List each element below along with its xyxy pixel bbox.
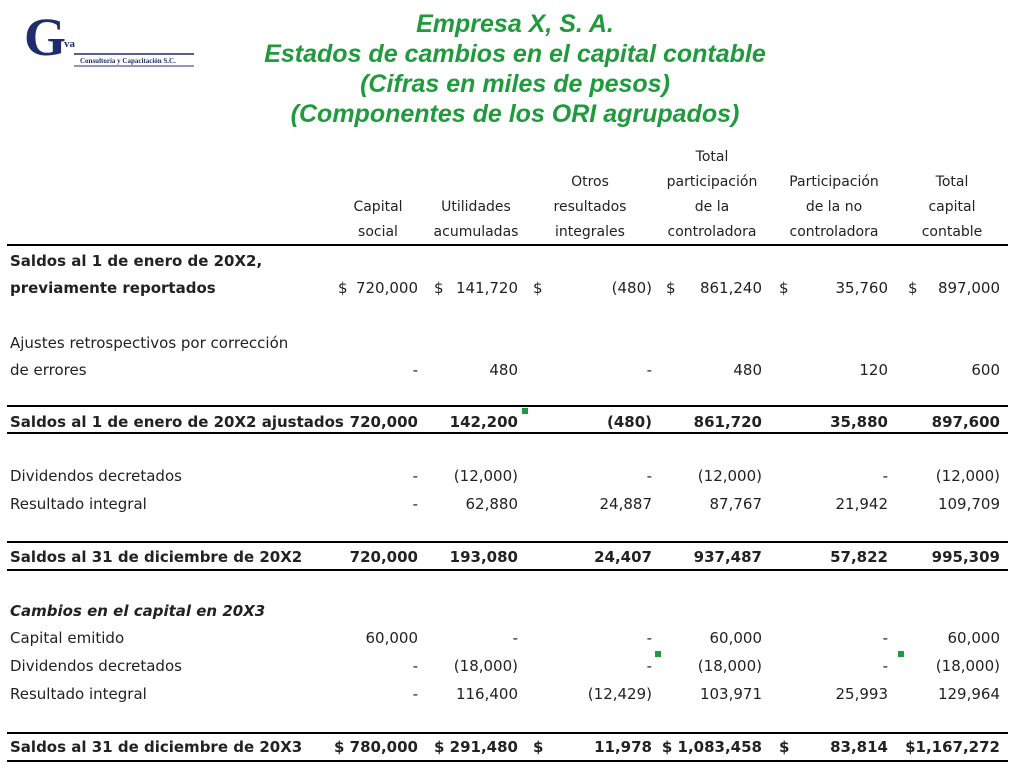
table-rule [7,541,1008,543]
row-label: Resultado integral [10,685,147,703]
table-cell: $1,167,272 [905,738,1000,756]
green-mark-icon [898,651,904,657]
table-rule [7,732,1008,734]
table-rule [7,569,1008,571]
title-units: (Cifras en miles de pesos) [360,70,670,98]
logo-tagline: Consultoría y Capacitación S.C. [80,57,176,65]
currency-symbol: $ [779,738,790,756]
table-cell: - [882,657,888,675]
table-cell: 103,971 [699,685,762,703]
row-label: Resultado integral [10,495,147,513]
table-cell: - [412,495,418,513]
table-rule [7,244,1008,246]
table-cell: - [882,467,888,485]
table-cell: 116,400 [455,685,518,703]
table-cell: 24,887 [599,495,652,513]
table-cell: 60,000 [709,629,762,647]
table-cell: 109,709 [937,495,1000,513]
table-cell: 480 [733,361,762,379]
table-cell: (12,000) [453,467,518,485]
table-cell: 83,814 [830,738,888,756]
table-cell: 142,200 [449,413,518,431]
table-cell: 120 [859,361,888,379]
table-cell: - [646,629,652,647]
table-cell: 861,240 [699,279,762,297]
table-cell: (12,429) [587,685,652,703]
currency-symbol: $ [434,279,444,297]
table-cell: 62,880 [465,495,518,513]
table-cell: - [412,467,418,485]
table-rule [7,760,1008,762]
table-cell: 60,000 [947,629,1000,647]
title-statement: Estados de cambios en el capital contable [264,40,766,68]
table-cell: 141,720 [455,279,518,297]
green-mark-icon [522,408,528,414]
table-cell: 57,822 [830,548,888,566]
table-cell: 995,309 [931,548,1000,566]
table-cell: (18,000) [453,657,518,675]
table-cell: 600 [971,361,1000,379]
row-label: Saldos al 1 de enero de 20X2, [10,252,263,270]
table-cell: 897,600 [931,413,1000,431]
logo-small-text: va [64,38,75,50]
column-header: Total participación de la controladora [666,149,758,240]
table-cell: - [412,685,418,703]
row-label: Saldos al 31 de diciembre de 20X2 [10,548,303,566]
table-rule [7,405,1008,407]
row-label: de errores [10,361,87,379]
table-cell: 480 [489,361,518,379]
table-cell: (480) [611,279,652,297]
table-cell: 720,000 [349,413,418,431]
column-header: Total capital contable [921,174,983,240]
table-cell: 11,978 [594,738,652,756]
table-cell: - [512,629,518,647]
table-cell: 129,964 [937,685,1000,703]
table-cell: 60,000 [365,629,418,647]
currency-symbol: $ [779,279,789,297]
row-label: Dividendos decretados [10,467,182,485]
table-cell: 720,000 [349,548,418,566]
table-cell: $ 291,480 [434,738,518,756]
table-cell: (480) [606,413,652,431]
table-cell: 35,760 [835,279,888,297]
row-label: Saldos al 31 de diciembre de 20X3 [10,738,303,756]
table-cell: 21,942 [835,495,888,513]
table-cell: (12,000) [935,467,1000,485]
logo-letter: G [24,7,67,67]
table-cell: - [646,361,652,379]
table-cell: 937,487 [693,548,762,566]
column-header: Otros resultados integrales [553,174,627,240]
table-cell: (12,000) [697,467,762,485]
row-label: Cambios en el capital en 20X3 [10,602,266,620]
table-cell: $ 1,083,458 [661,738,762,756]
row-label: Dividendos decretados [10,657,182,675]
column-header: Participación de la no controladora [789,174,879,240]
row-label: Saldos al 1 de enero de 20X2 ajustados [10,413,344,431]
title-company: Empresa X, S. A. [416,10,614,38]
table-cell: 861,720 [693,413,762,431]
currency-symbol: $ [533,738,544,756]
table-cell: - [646,467,652,485]
column-header: Capital social [353,199,403,240]
title-subtitle: (Componentes de los ORI agrupados) [290,100,740,128]
table-cell: 24,407 [594,548,652,566]
table-cell: - [412,657,418,675]
row-label: Capital emitido [10,629,125,647]
row-label: Ajustes retrospectivos por corrección [10,334,289,352]
table-cell: 897,000 [937,279,1000,297]
row-label: previamente reportados [10,279,216,297]
table-cell: - [882,629,888,647]
currency-symbol: $ [338,279,348,297]
table-cell: 87,767 [709,495,762,513]
currency-symbol: $ [666,279,676,297]
currency-symbol: $ [533,279,543,297]
table-cell: (18,000) [935,657,1000,675]
table-cell: 25,993 [835,685,888,703]
table-cell: 193,080 [449,548,518,566]
column-header: Utilidades acumuladas [433,199,519,240]
green-mark-icon [655,651,661,657]
table-cell: 720,000 [355,279,418,297]
table-cell: (18,000) [697,657,762,675]
table-cell: $ 780,000 [334,738,418,756]
currency-symbol: $ [908,279,918,297]
table-cell: - [412,361,418,379]
table-cell: 35,880 [830,413,888,431]
table-cell: - [646,657,652,675]
